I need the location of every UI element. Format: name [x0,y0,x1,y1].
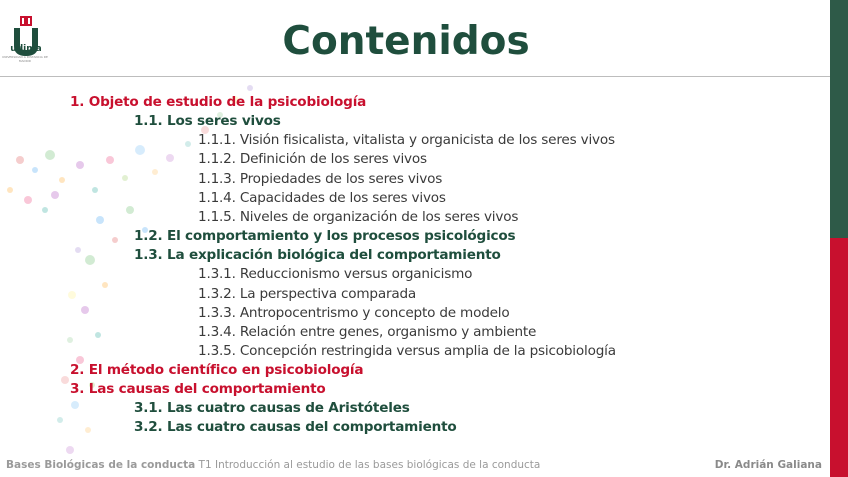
toc-item: 2. El método científico en psicobiología [70,362,364,378]
footer-topic: T1 Introducción al estudio de las bases biológicas de la conducta [198,459,541,471]
toc-item: 1.1.5. Niveles de organización de los seres vivos [198,209,519,225]
toc-item: 1.1.4. Capacidades de los seres vivos [198,190,446,206]
toc-item: 1.3. La explicación biológica del comportamiento [134,247,501,263]
footer-course: Bases Biológicas de la conducta [6,459,196,471]
toc-item: 3.1. Las cuatro causas de Aristóteles [134,400,410,416]
toc-item: 1.3.1. Reduccionismo versus organicismo [198,266,473,282]
toc-item: 1.1.3. Propiedades de los seres vivos [198,171,443,187]
logo-wordmark: udima [10,44,42,54]
toc-item: 1.3.4. Relación entre genes, organismo y ambiente [198,324,537,340]
toc-item: 3. Las causas del comportamiento [70,381,326,397]
toc-item: 1.1.2. Definición de los seres vivos [198,151,427,167]
toc-item: 1. Objeto de estudio de la psicobiología [70,94,367,110]
toc-item: 1.1.1. Visión fisicalista, vitalista y organicista de los seres vivos [198,132,615,148]
title-divider [0,76,830,77]
toc-item: 1.3.2. La perspectiva comparada [198,286,417,302]
toc-item: 1.3.5. Concepción restringida versus amplia de la psicobiología [198,343,616,359]
footer-course-info [6,459,540,471]
accent-bar-red [830,238,848,477]
toc-item: 1.2. El comportamiento y los procesos psicológicos [134,228,516,244]
toc-item: 1.1. Los seres vivos [134,113,281,129]
logo-subtext: UNIVERSIDAD A DISTANCIA DE MADRID [2,55,48,63]
toc-item: 1.3.3. Antropocentrismo y concepto de modelo [198,305,510,321]
accent-bar-green [830,0,848,238]
toc-item: 3.2. Las cuatro causas del comportamiento [134,419,457,435]
footer-author: Dr. Adrián Galiana [714,459,822,471]
page-title: Contenidos [282,19,530,64]
